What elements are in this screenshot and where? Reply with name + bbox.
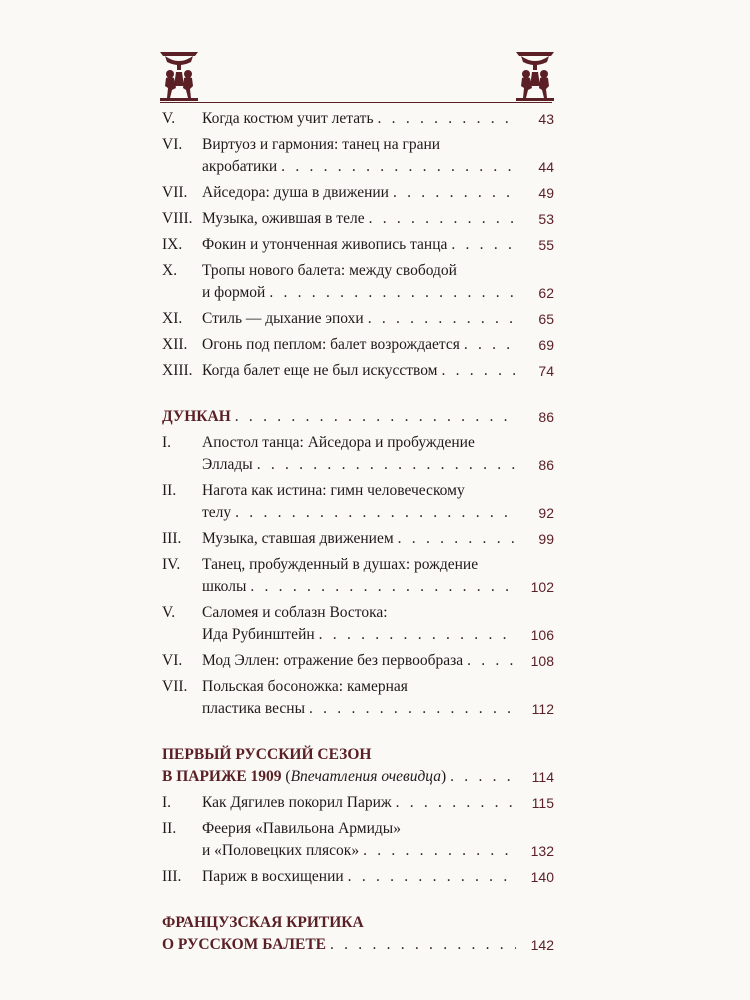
dot-leader xyxy=(235,502,516,524)
entry-title-line: Эллады xyxy=(202,456,253,473)
dot-leader xyxy=(369,208,516,230)
entry-number: XIII. xyxy=(162,362,193,379)
toc-entry xyxy=(162,182,554,208)
entry-title-line: Когда костюм учит летать xyxy=(202,110,374,127)
section-heading-french-critique xyxy=(162,912,554,960)
entry-number: I. xyxy=(162,434,172,451)
dot-leader xyxy=(235,406,516,428)
page-number: 74 xyxy=(538,363,554,379)
entry-title-line: Нагота как истина: гимн человеческому xyxy=(202,482,465,499)
page-number: 49 xyxy=(538,185,554,201)
toc-entry xyxy=(162,528,554,554)
toc-entry xyxy=(162,108,554,134)
entry-number: III. xyxy=(162,868,182,885)
toc-entry xyxy=(162,480,554,528)
toc-entry xyxy=(162,554,554,602)
entry-title-line: Ида Рубинштейн xyxy=(202,626,315,643)
toc-entry xyxy=(162,432,554,480)
page-number: 43 xyxy=(538,111,554,127)
dot-leader xyxy=(348,866,516,888)
entry-title-line: Стиль — дыхание эпохи xyxy=(202,310,364,327)
page-number: 44 xyxy=(538,159,554,175)
section-title-line: В ПАРИЖЕ 1909 xyxy=(162,768,282,785)
page-number: 65 xyxy=(538,311,554,327)
toc-entry xyxy=(162,650,554,676)
section-subtitle: Впечатления очевидца xyxy=(290,768,441,785)
page-number: 112 xyxy=(531,701,554,717)
entry-number: X. xyxy=(162,262,178,279)
classical-figures-ornament-icon xyxy=(512,48,558,104)
toc-entry xyxy=(162,866,554,892)
entry-number: XII. xyxy=(162,336,188,353)
entry-title-line: Когда балет еще не был искусством xyxy=(202,362,438,379)
dot-leader xyxy=(250,576,516,598)
dot-leader xyxy=(451,234,516,256)
entry-number: VI. xyxy=(162,136,183,153)
page-number: 92 xyxy=(538,505,554,521)
entry-title-line: Польская босоножка: камерная xyxy=(202,678,408,695)
section-heading-russian-season xyxy=(162,744,554,792)
toc-entry xyxy=(162,208,554,234)
page-number: 86 xyxy=(538,457,554,473)
dot-leader xyxy=(330,934,516,956)
toc-entry xyxy=(162,260,554,308)
entry-number: IV. xyxy=(162,556,181,573)
page-number: 132 xyxy=(530,843,554,859)
toc-group-intro xyxy=(162,108,554,386)
entry-number: VI. xyxy=(162,652,183,669)
entry-number: V. xyxy=(162,110,176,127)
page-number: 62 xyxy=(538,285,554,301)
entry-number: III. xyxy=(162,530,182,547)
page-number: 86 xyxy=(538,409,554,425)
entry-title-line: и формой xyxy=(202,284,266,301)
page-number: 55 xyxy=(538,237,554,253)
toc-group-russian-season xyxy=(162,792,554,892)
classical-figures-ornament-icon xyxy=(156,48,202,104)
dot-leader xyxy=(441,360,516,382)
dot-leader xyxy=(398,528,516,550)
paren-close: ) xyxy=(440,768,447,785)
entry-title-line: акробатики xyxy=(202,158,278,175)
entry-number: I. xyxy=(162,794,172,811)
section-heading-duncan xyxy=(162,406,554,432)
entry-title-line: школы xyxy=(202,578,247,595)
page-number: 108 xyxy=(530,653,554,669)
entry-title-line: телу xyxy=(202,504,232,521)
entry-title-line: Тропы нового балета: между свободой xyxy=(202,262,457,279)
toc-entry xyxy=(162,308,554,334)
toc-entry xyxy=(162,818,554,866)
entry-title-line: Как Дягилев покорил Париж xyxy=(202,794,392,811)
section-title-line: ФРАНЦУЗСКАЯ КРИТИКА xyxy=(162,914,364,931)
page-number: 99 xyxy=(538,531,554,547)
dot-leader xyxy=(450,766,516,788)
toc-entry xyxy=(162,334,554,360)
entry-number: VIII. xyxy=(162,210,193,227)
header-rule xyxy=(160,102,552,103)
dot-leader xyxy=(319,624,516,646)
section-title-line: ПЕРВЫЙ РУССКИЙ СЕЗОН xyxy=(162,746,372,763)
toc-entry xyxy=(162,134,554,182)
toc-entry xyxy=(162,602,554,650)
entry-number: XI. xyxy=(162,310,183,327)
entry-title-line: Айседора: душа в движении xyxy=(202,184,389,201)
dot-leader xyxy=(378,108,516,130)
dot-leader xyxy=(309,698,516,720)
entry-title-line: Танец, пробужденный в душах: рождение xyxy=(202,556,479,573)
dot-leader xyxy=(396,792,516,814)
entry-number: II. xyxy=(162,482,177,499)
entry-title-line: Музыка, ожившая в теле xyxy=(202,210,365,227)
dot-leader xyxy=(363,840,516,862)
dot-leader xyxy=(393,182,516,204)
section-title: ДУНКАН xyxy=(162,408,231,425)
page-number: 102 xyxy=(530,579,554,595)
toc-entry xyxy=(162,360,554,386)
page-number: 114 xyxy=(531,769,554,785)
page-number: 115 xyxy=(531,795,554,811)
page-number: 106 xyxy=(530,627,554,643)
entry-title-line: Париж в восхищении xyxy=(202,868,344,885)
entry-title-line: Феерия «Павильона Армиды» xyxy=(202,820,401,837)
page-number: 69 xyxy=(538,337,554,353)
dot-leader xyxy=(281,156,516,178)
dot-leader xyxy=(257,454,516,476)
entry-title-line: пластика весны xyxy=(202,700,305,717)
page-number: 140 xyxy=(530,869,554,885)
section-title-line: О РУССКОМ БАЛЕТЕ xyxy=(162,936,326,953)
dot-leader xyxy=(368,308,516,330)
entry-title-line: Фокин и утонченная живопись танца xyxy=(202,236,448,253)
toc-entry xyxy=(162,234,554,260)
entry-number: II. xyxy=(162,820,177,837)
entry-title-line: Огонь под пеплом: балет возрождается xyxy=(202,336,460,353)
page-number: 53 xyxy=(538,211,554,227)
dot-leader xyxy=(464,334,516,356)
entry-title-line: Апостол танца: Айседора и пробуждение xyxy=(202,434,475,451)
page-number: 142 xyxy=(530,937,554,953)
entry-title-line: Музыка, ставшая движением xyxy=(202,530,394,547)
paren-open: ( xyxy=(285,768,291,785)
entry-number: IX. xyxy=(162,236,183,253)
toc-entry xyxy=(162,792,554,818)
entry-title-line: и «Половецких плясок» xyxy=(202,842,360,859)
dot-leader xyxy=(269,282,516,304)
toc-entry xyxy=(162,676,554,724)
toc-group-duncan xyxy=(162,432,554,724)
table-of-contents xyxy=(162,108,554,960)
entry-number: V. xyxy=(162,604,176,621)
entry-number: VII. xyxy=(162,184,188,201)
entry-title-line: Саломея и соблазн Востока: xyxy=(202,604,388,621)
entry-title-line: Мод Эллен: отражение без первообраза xyxy=(202,652,464,669)
dot-leader xyxy=(467,650,516,672)
entry-title-line: Виртуоз и гармония: танец на грани xyxy=(202,136,441,153)
entry-number: VII. xyxy=(162,678,188,695)
